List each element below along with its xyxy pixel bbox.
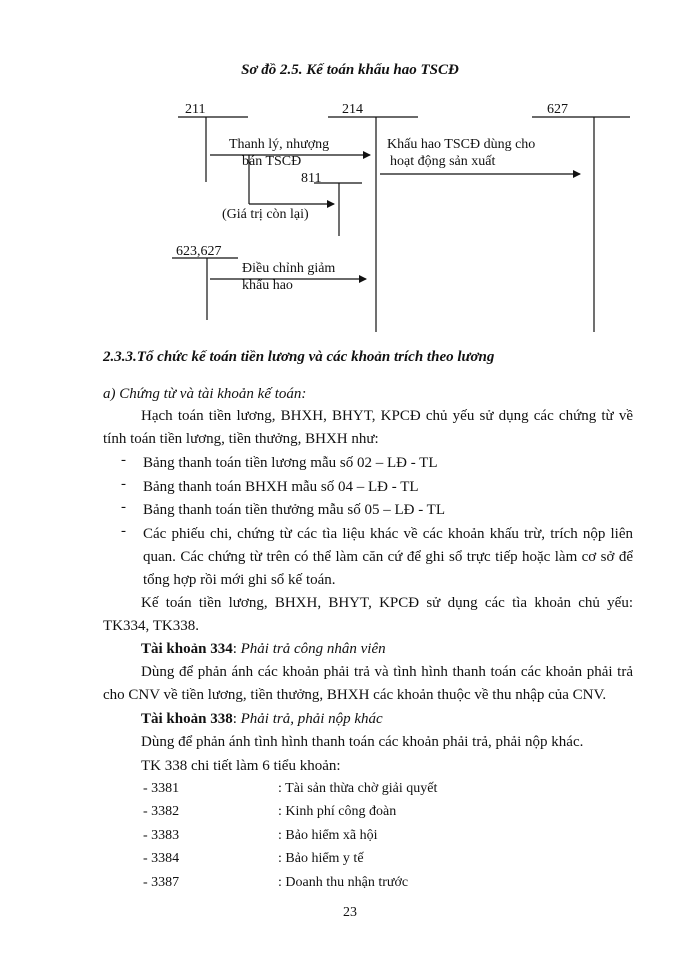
subaccount-code: - 3384	[143, 851, 180, 866]
bullet-dash: -	[121, 499, 126, 515]
subaccount-code: - 3387	[143, 875, 180, 890]
account-623-627-label: 623,627	[176, 244, 222, 259]
tk338-sep: :	[232, 711, 241, 727]
bullet-item: Bảng thanh toán tiền lương mẫu số 02 – LĐ - TL	[143, 455, 438, 471]
bullet-dash: -	[121, 452, 126, 468]
bullet-dash: -	[121, 476, 126, 492]
intro-paragraph: Hạch toán tiền lương, BHXH, BHYT, KPCĐ chủ yếu sử dụng các chứng từ về tính toán tiền lương, tiền thưởng, BHXH như:	[103, 408, 633, 447]
tk334-text: Dùng để phản ánh các khoản phải trả và tình hình thanh toán các khoản phải trả cho CNV về tiền lương, tiền thưởng, BHXH các khoản thuộc về thu nhập của CNV.	[103, 664, 633, 703]
section-subheading: a) Chứng từ và tài khoản kế toán:	[103, 386, 307, 402]
subaccount-desc: : Bảo hiểm xã hội	[278, 828, 378, 843]
subaccount-desc: : Kinh phí công đoàn	[278, 804, 397, 819]
account-214-label: 214	[342, 102, 363, 117]
bullet-item: Bảng thanh toán tiền thưởng mẫu số 05 – LĐ - TL	[143, 502, 445, 518]
flow-thanh-ly-line2: bán TSCĐ	[242, 154, 302, 169]
tk334-heading	[141, 638, 386, 661]
bullet-item: Bảng thanh toán BHXH mẫu số 04 – LĐ - TL	[143, 479, 419, 495]
bullet-dash: -	[121, 523, 126, 539]
flow-dieu-chinh-line2: khấu hao	[242, 278, 293, 293]
page-number: 23	[343, 905, 357, 920]
account-211-label: 211	[185, 102, 206, 117]
diagram-title: Sơ đồ 2.5. Kế toán khấu hao TSCĐ	[241, 62, 459, 78]
flow-gia-tri-con-lai: (Giá trị còn lại)	[222, 207, 309, 222]
tk334-sep: :	[232, 641, 241, 657]
flow-thanh-ly-line1: Thanh lý, nhượng	[229, 137, 330, 152]
subaccount-code: - 3381	[143, 781, 180, 796]
subaccount-code: - 3383	[143, 828, 180, 843]
tk338-text: Dùng để phản ánh tình hình thanh toán các khoản phải trả, phải nộp khác.	[141, 734, 584, 750]
section-heading: 2.3.3.Tổ chức kế toán tiền lương và các khoản trích theo lương	[103, 349, 495, 365]
flow-khau-hao-line2: hoạt động sản xuất	[390, 154, 496, 169]
flow-dieu-chinh-line1: Điều chỉnh giảm	[242, 261, 336, 276]
subaccount-desc: : Tài sản thừa chờ giải quyết	[278, 781, 438, 796]
tk338-heading	[141, 708, 383, 731]
bullet-item: Các phiếu chi, chứng từ các tìa liệu khác về các khoản khấu trừ, trích nộp liên quan. Các chứng từ trên có thể làm căn cứ để ghi sổ trực tiếp hoặc làm cơ sở để tổng hợp rồi mới ghi sổ kế toán.	[143, 526, 633, 588]
account-627-label: 627	[547, 102, 568, 117]
tk338-detail: TK 338 chi tiết làm 6 tiểu khoản:	[141, 758, 341, 774]
tk334-name: Tài khoản 334	[141, 641, 233, 657]
subaccount-desc: : Bảo hiểm y tế	[278, 851, 364, 866]
tk338-name: Tài khoản 338	[141, 711, 233, 727]
flow-khau-hao-line1: Khấu hao TSCĐ dùng cho	[387, 137, 536, 152]
subaccount-desc: : Doanh thu nhận trước	[278, 875, 409, 890]
tk338-desc: Phải trả, phải nộp khác	[240, 711, 383, 727]
accounts-paragraph: Kế toán tiền lương, BHXH, BHYT, KPCĐ sử dụng các tìa khoản chủ yếu: TK334, TK338.	[103, 595, 633, 634]
account-811-label: 811	[301, 171, 322, 186]
tk334-desc: Phải trả công nhân viên	[240, 641, 386, 657]
subaccount-code: - 3382	[143, 804, 180, 819]
